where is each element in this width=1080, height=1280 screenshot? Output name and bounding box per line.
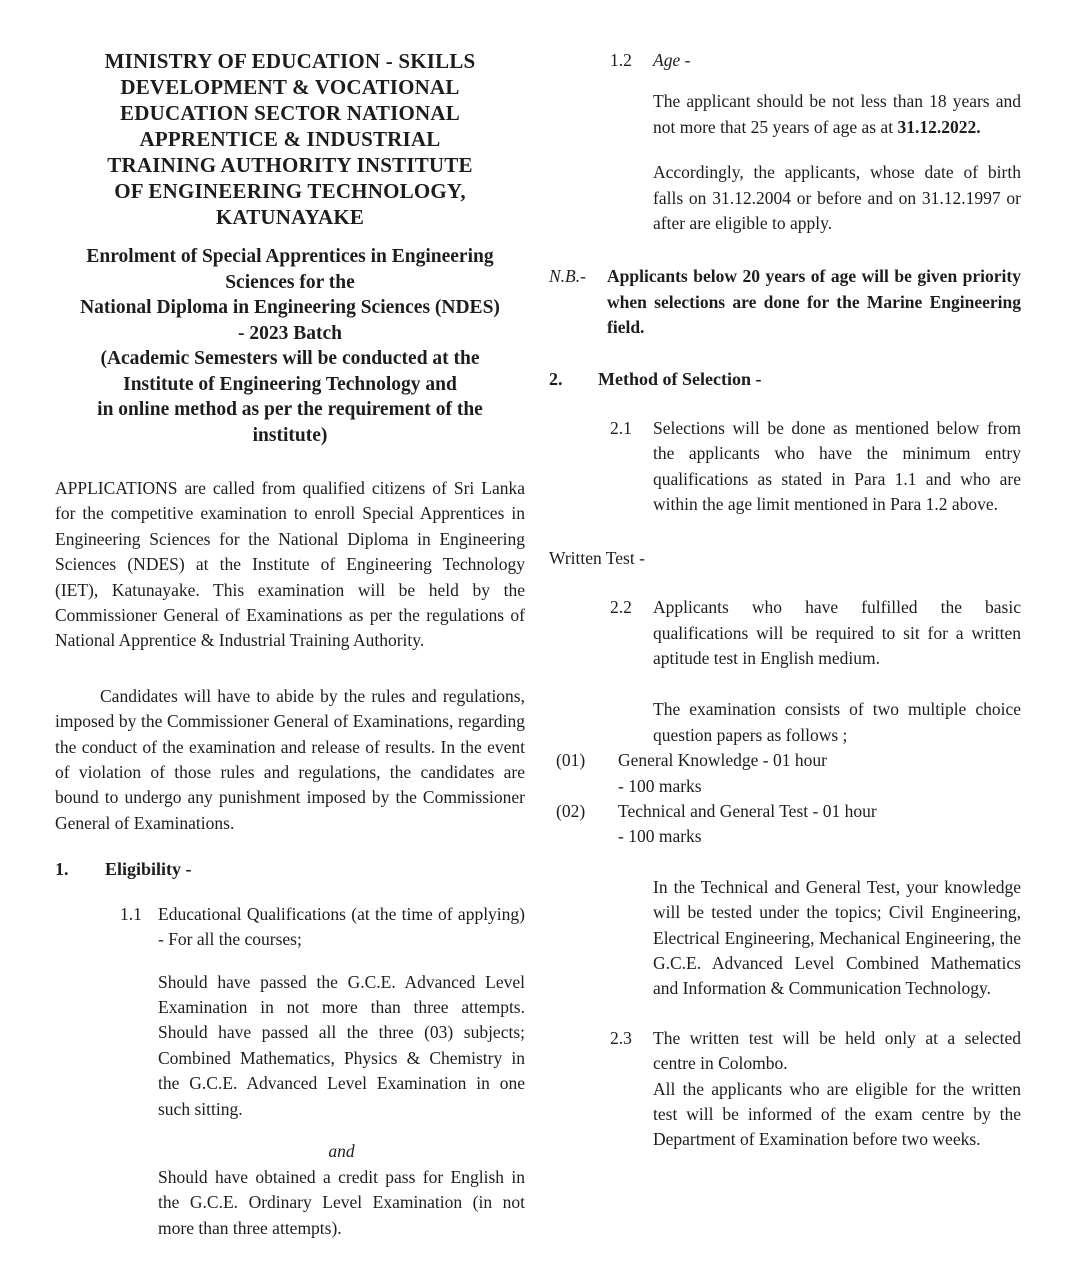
paper-02-details bbox=[618, 799, 1021, 850]
item-1-2 bbox=[549, 48, 1021, 73]
paper-item-02 bbox=[549, 799, 1021, 850]
subtitle-line: National Diploma in Engineering Sciences (NDES) bbox=[80, 297, 500, 318]
document-title bbox=[55, 48, 525, 230]
gce-advanced-level-paragraph: Should have passed the G.C.E. Advanced Level Examination in not more than three attempts. Should have passed all the three (03) subjects; Combined Mathematics, Physics & Chemistry in the G.C.E. Advanced Level Examination in one such sitting. bbox=[158, 971, 525, 1119]
paper-02-name: Technical and General Test - 01 hour bbox=[618, 800, 877, 821]
item-2-3-line2: All the applicants who are eligible for the written test will be informed of the exam centre by the Department of Examination before two weeks. bbox=[653, 1078, 1021, 1150]
item-2-2-text: Applicants who have fulfilled the basic qualifications will be required to sit for a written aptitude test in English medium. bbox=[653, 597, 1021, 668]
title-line: KATUNAYAKE bbox=[215, 205, 365, 229]
left-column bbox=[55, 48, 525, 1241]
section-2-heading bbox=[549, 367, 1021, 392]
section-1-heading bbox=[55, 857, 525, 882]
item-1-1-text: Educational Qualifications (at the time of applying) - For all the courses; bbox=[158, 903, 525, 950]
age-details bbox=[653, 89, 1021, 236]
subtitle-line: Sciences for the bbox=[225, 271, 355, 293]
title-line: TRAINING AUTHORITY INSTITUTE bbox=[107, 153, 473, 177]
item-2-1-text: Selections will be done as mentioned below from the applicants who have the minimum entry qualifications as stated in Para 1.1 and who are within the age limit mentioned in Para 1.2 above. bbox=[653, 418, 1021, 515]
section-1-number: 1. bbox=[55, 859, 69, 880]
item-2-3 bbox=[549, 1026, 1021, 1153]
section-2-number: 2. bbox=[549, 368, 563, 389]
paper-02-number: (02) bbox=[556, 800, 586, 821]
technical-test-details bbox=[653, 875, 1021, 1002]
paper-01-marks: - 100 marks bbox=[618, 775, 702, 796]
item-1-1-number: 1.1 bbox=[120, 903, 142, 924]
birth-date-paragraph: Accordingly, the applicants, whose date of birth falls on 31.12.2004 or before and on 31.12.1997 or after are eligible to apply. bbox=[653, 162, 1021, 234]
document-subtitle bbox=[55, 244, 525, 448]
section-1-title: Eligibility - bbox=[105, 859, 192, 880]
item-2-1-number: 2.1 bbox=[610, 418, 632, 439]
title-line: MINISTRY OF EDUCATION - SKILLS bbox=[104, 49, 476, 73]
nota-bene bbox=[549, 264, 1021, 340]
subtitle-line: Enrolment of Special Apprentices in Engineering bbox=[86, 246, 494, 267]
right-column bbox=[549, 48, 1021, 1153]
age-limit-text: The applicant should be not less than 18 years and not more that 25 years of age as at bbox=[653, 91, 1021, 137]
nb-text: Applicants below 20 years of age will be given priority when selections are done for the Marine Engineering field. bbox=[607, 266, 1021, 338]
item-2-3-text bbox=[653, 1026, 1021, 1153]
subtitle-line: in online method as per the requirement of the bbox=[97, 399, 483, 420]
exam-details bbox=[653, 697, 1021, 748]
section-2-title: Method of Selection - bbox=[598, 368, 762, 389]
subtitle-line: institute) bbox=[252, 424, 328, 446]
item-1-1-details bbox=[158, 970, 525, 1242]
paper-02-marks: - 100 marks bbox=[618, 826, 702, 847]
english-credit-pass-paragraph: Should have obtained a credit pass for English in the G.C.E. Ordinary Level Examination (in not more than three attempts). bbox=[158, 1166, 525, 1238]
written-test-label: Written Test - bbox=[549, 547, 645, 568]
title-line: EDUCATION SECTOR NATIONAL bbox=[120, 101, 460, 125]
subtitle-line: - 2023 Batch bbox=[238, 322, 342, 344]
item-2-1 bbox=[549, 416, 1021, 518]
technical-test-paragraph: In the Technical and General Test, your knowledge will be tested under the topics; Civil Engineering, Electrical Engineering, Mechanical Engineering, the G.C.E. Advanced Level Combined Mathematics and Information & Communication Technology. bbox=[653, 876, 1021, 999]
paper-item-01 bbox=[549, 748, 1021, 799]
item-2-3-line1: The written test will be held only at a selected centre in Colombo. bbox=[653, 1027, 1021, 1074]
nb-label: N.B.- bbox=[549, 266, 586, 287]
item-1-2-number: 1.2 bbox=[610, 50, 632, 70]
item-2-3-number: 2.3 bbox=[610, 1027, 632, 1048]
age-limit-date: 31.12.2022. bbox=[897, 116, 981, 137]
paper-01-details bbox=[618, 748, 1021, 799]
candidates-paragraph: Candidates will have to abide by the rules and regulations, imposed by the Commissioner General of Examinations, regarding the conduct of the examination and release of results. In the event of violation of those rules and regulations, the candidates are bound to undergo any punishment imposed by the Commissioner General of Examinations. bbox=[55, 685, 525, 833]
subtitle-line: Institute of Engineering Technology and bbox=[123, 373, 457, 395]
title-line: OF ENGINEERING TECHNOLOGY, bbox=[114, 179, 466, 203]
item-2-2-number: 2.2 bbox=[610, 597, 632, 618]
item-1-1 bbox=[55, 902, 525, 953]
paper-01-name: General Knowledge - 01 hour bbox=[618, 750, 827, 771]
paper-01-number: (01) bbox=[556, 750, 586, 771]
exam-intro-paragraph: The examination consists of two multiple choice question papers as follows ; bbox=[653, 699, 1021, 745]
item-2-2 bbox=[549, 595, 1021, 671]
and-separator: and bbox=[328, 1141, 355, 1162]
title-line: APPRENTICE & INDUSTRIAL bbox=[139, 127, 441, 151]
item-1-2-label: Age - bbox=[653, 50, 691, 70]
title-line: DEVELOPMENT & VOCATIONAL bbox=[120, 75, 460, 99]
applications-paragraph: APPLICATIONS are called from qualified citizens of Sri Lanka for the competitive examination to enroll Special Apprentices in Engineering Sciences for the National Diploma in Engineering Sciences (NDES) at the Institute of Engineering Technology (IET), Katunayake. This examination will be held by the Commissioner General of Examinations as per the regulations of National Apprentice & Industrial Training Authority. bbox=[55, 478, 525, 651]
subtitle-line: (Academic Semesters will be conducted at the bbox=[100, 348, 480, 369]
age-limit-paragraph bbox=[653, 89, 1021, 140]
